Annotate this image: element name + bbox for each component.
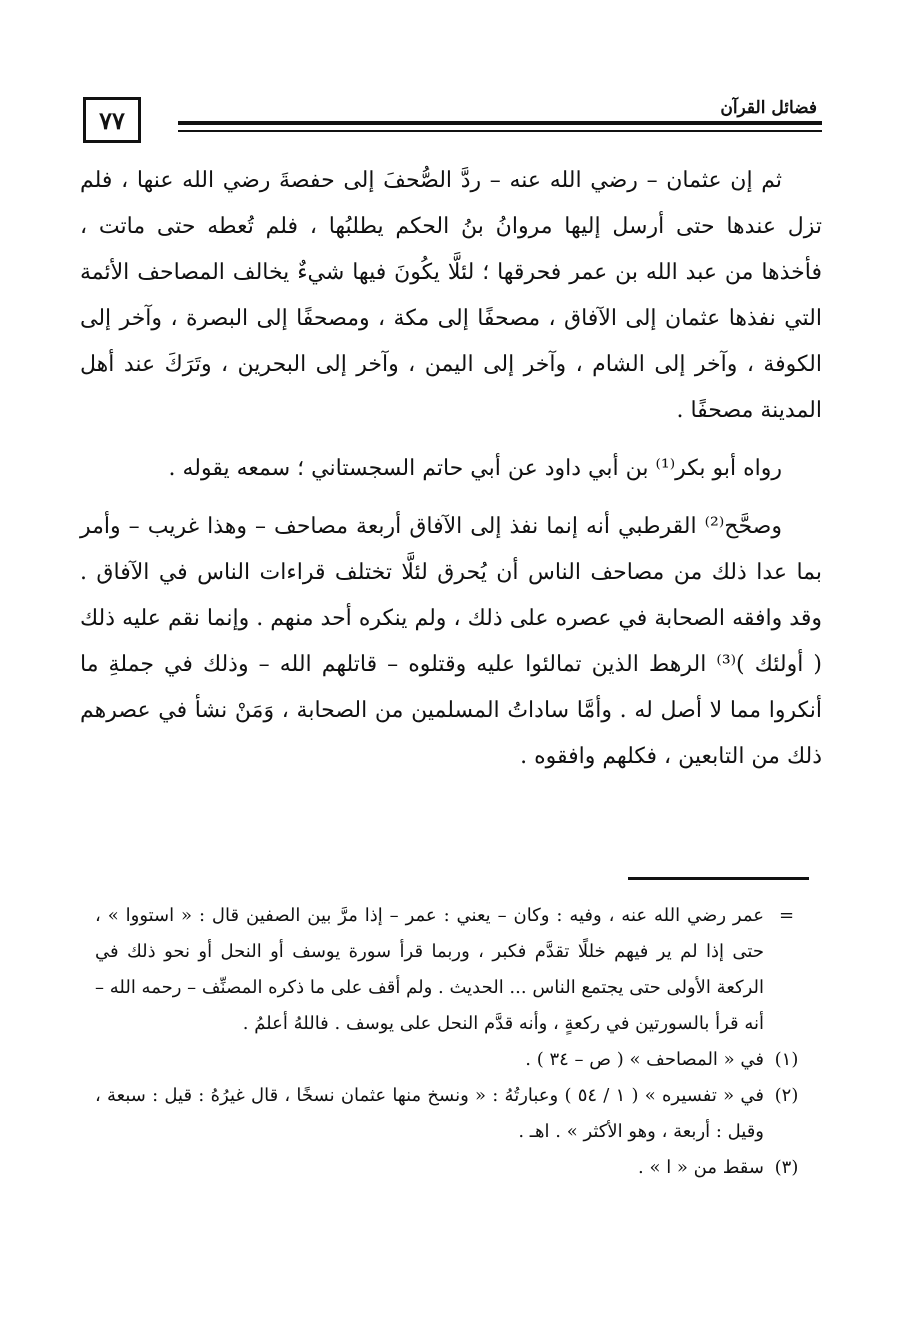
footnote-2 [95,1078,809,1150]
header-rule-thick [178,121,822,125]
footnote-text: عمر رضي الله عنه ، وفيه : وكان – يعني : عمر – إذا مرَّ بين الصفين قال : « استووا » ، حتى إذا لم ير فيهم خللًا تقدَّم فكبر ، وربما قرأ سورة يوسف أو النحل أو نحو ذلك في الركعة الأولى حتى يجتمع الناس ... الحديث . ولم أقف على ما ذكره المصنِّف – رحمه الله – أنه قرأ بالسورتين في ركعةٍ ، وأنه قدَّم النحل على يوسف . فاللهُ أعلمُ . [95,905,764,1034]
footnote-marker: (١) [774,1049,799,1070]
footnote-marker: (٢) [774,1085,799,1106]
footnote-text: سقط من « ا » . [638,1157,764,1178]
footnote-separator [628,877,809,880]
footnote-marker: = [778,905,795,926]
footnotes [95,898,809,1186]
paragraph-3: وصحَّح⁽²⁾ القرطبي أنه إنما نفذ إلى الآفاق أربعة مصاحف – وهذا غريب – وأمر بما عدا ذلك من مصاحف الناس أن يُحرق لئلَّا تختلف قراءات الناس في الآفاق . وقد وافقه الصحابة في عصره على ذلك ، ولم ينكره أحد منهم . وإنما نقم عليه ذلك ( أولئك )⁽³⁾ الرهط الذين تمالئوا عليه وقتلوه – قاتلهم الله – وذلك في جملةِ ما أنكروا مما لا أصل له . وأمَّا ساداتُ المسلمين من الصحابة ، وَمَنْ نشأ في عصرهم ذلك من التابعين ، فكلهم وافقوه . [80,514,822,769]
footnote-3 [95,1150,809,1186]
footnote-continued [95,898,809,1042]
header-rule-thin [178,130,822,132]
footnote-marker: (٣) [774,1157,799,1178]
footnote-1 [95,1042,809,1078]
footnote-text: في « المصاحف » ( ص – ٣٤ ) . [525,1049,764,1070]
page-number: ٧٧ [83,97,141,143]
main-text [80,158,822,780]
paragraph-2: رواه أبو بكر⁽¹⁾ بن أبي داود عن أبي حاتم السجستاني ؛ سمعه يقوله . [168,456,782,481]
paragraph-1: ثم إن عثمان – رضي الله عنه – ردَّ الصُّحفَ إلى حفصةَ رضي الله عنها ، فلم تزل عندها حتى أرسل إليها مروانُ بنُ الحكم يطلبُها ، فلم تُعطه حتى ماتت ، فأخذها من عبد الله بن عمر فحرقها ؛ لئلَّا يكُونَ فيها شيءٌ يخالف المصاحف الأئمة التي نفذها عثمان إلى الآفاق ، مصحفًا إلى مكة ، ومصحفًا إلى البصرة ، وآخر إلى الكوفة ، وآخر إلى الشام ، وآخر إلى اليمن ، وآخر إلى البحرين ، وتَرَكَ عند أهل المدينة مصحفًا . [80,168,822,423]
running-header-title: فضائل القرآن [720,98,817,118]
footnote-text: في « تفسيره » ( ١ / ٥٤ ) وعبارتُهُ : « ونسخ منها عثمان نسخًا ، قال غيرُهُ : قيل : سبعة ، وقيل : أربعة ، وهو الأكثر » . اهـ . [95,1085,764,1142]
